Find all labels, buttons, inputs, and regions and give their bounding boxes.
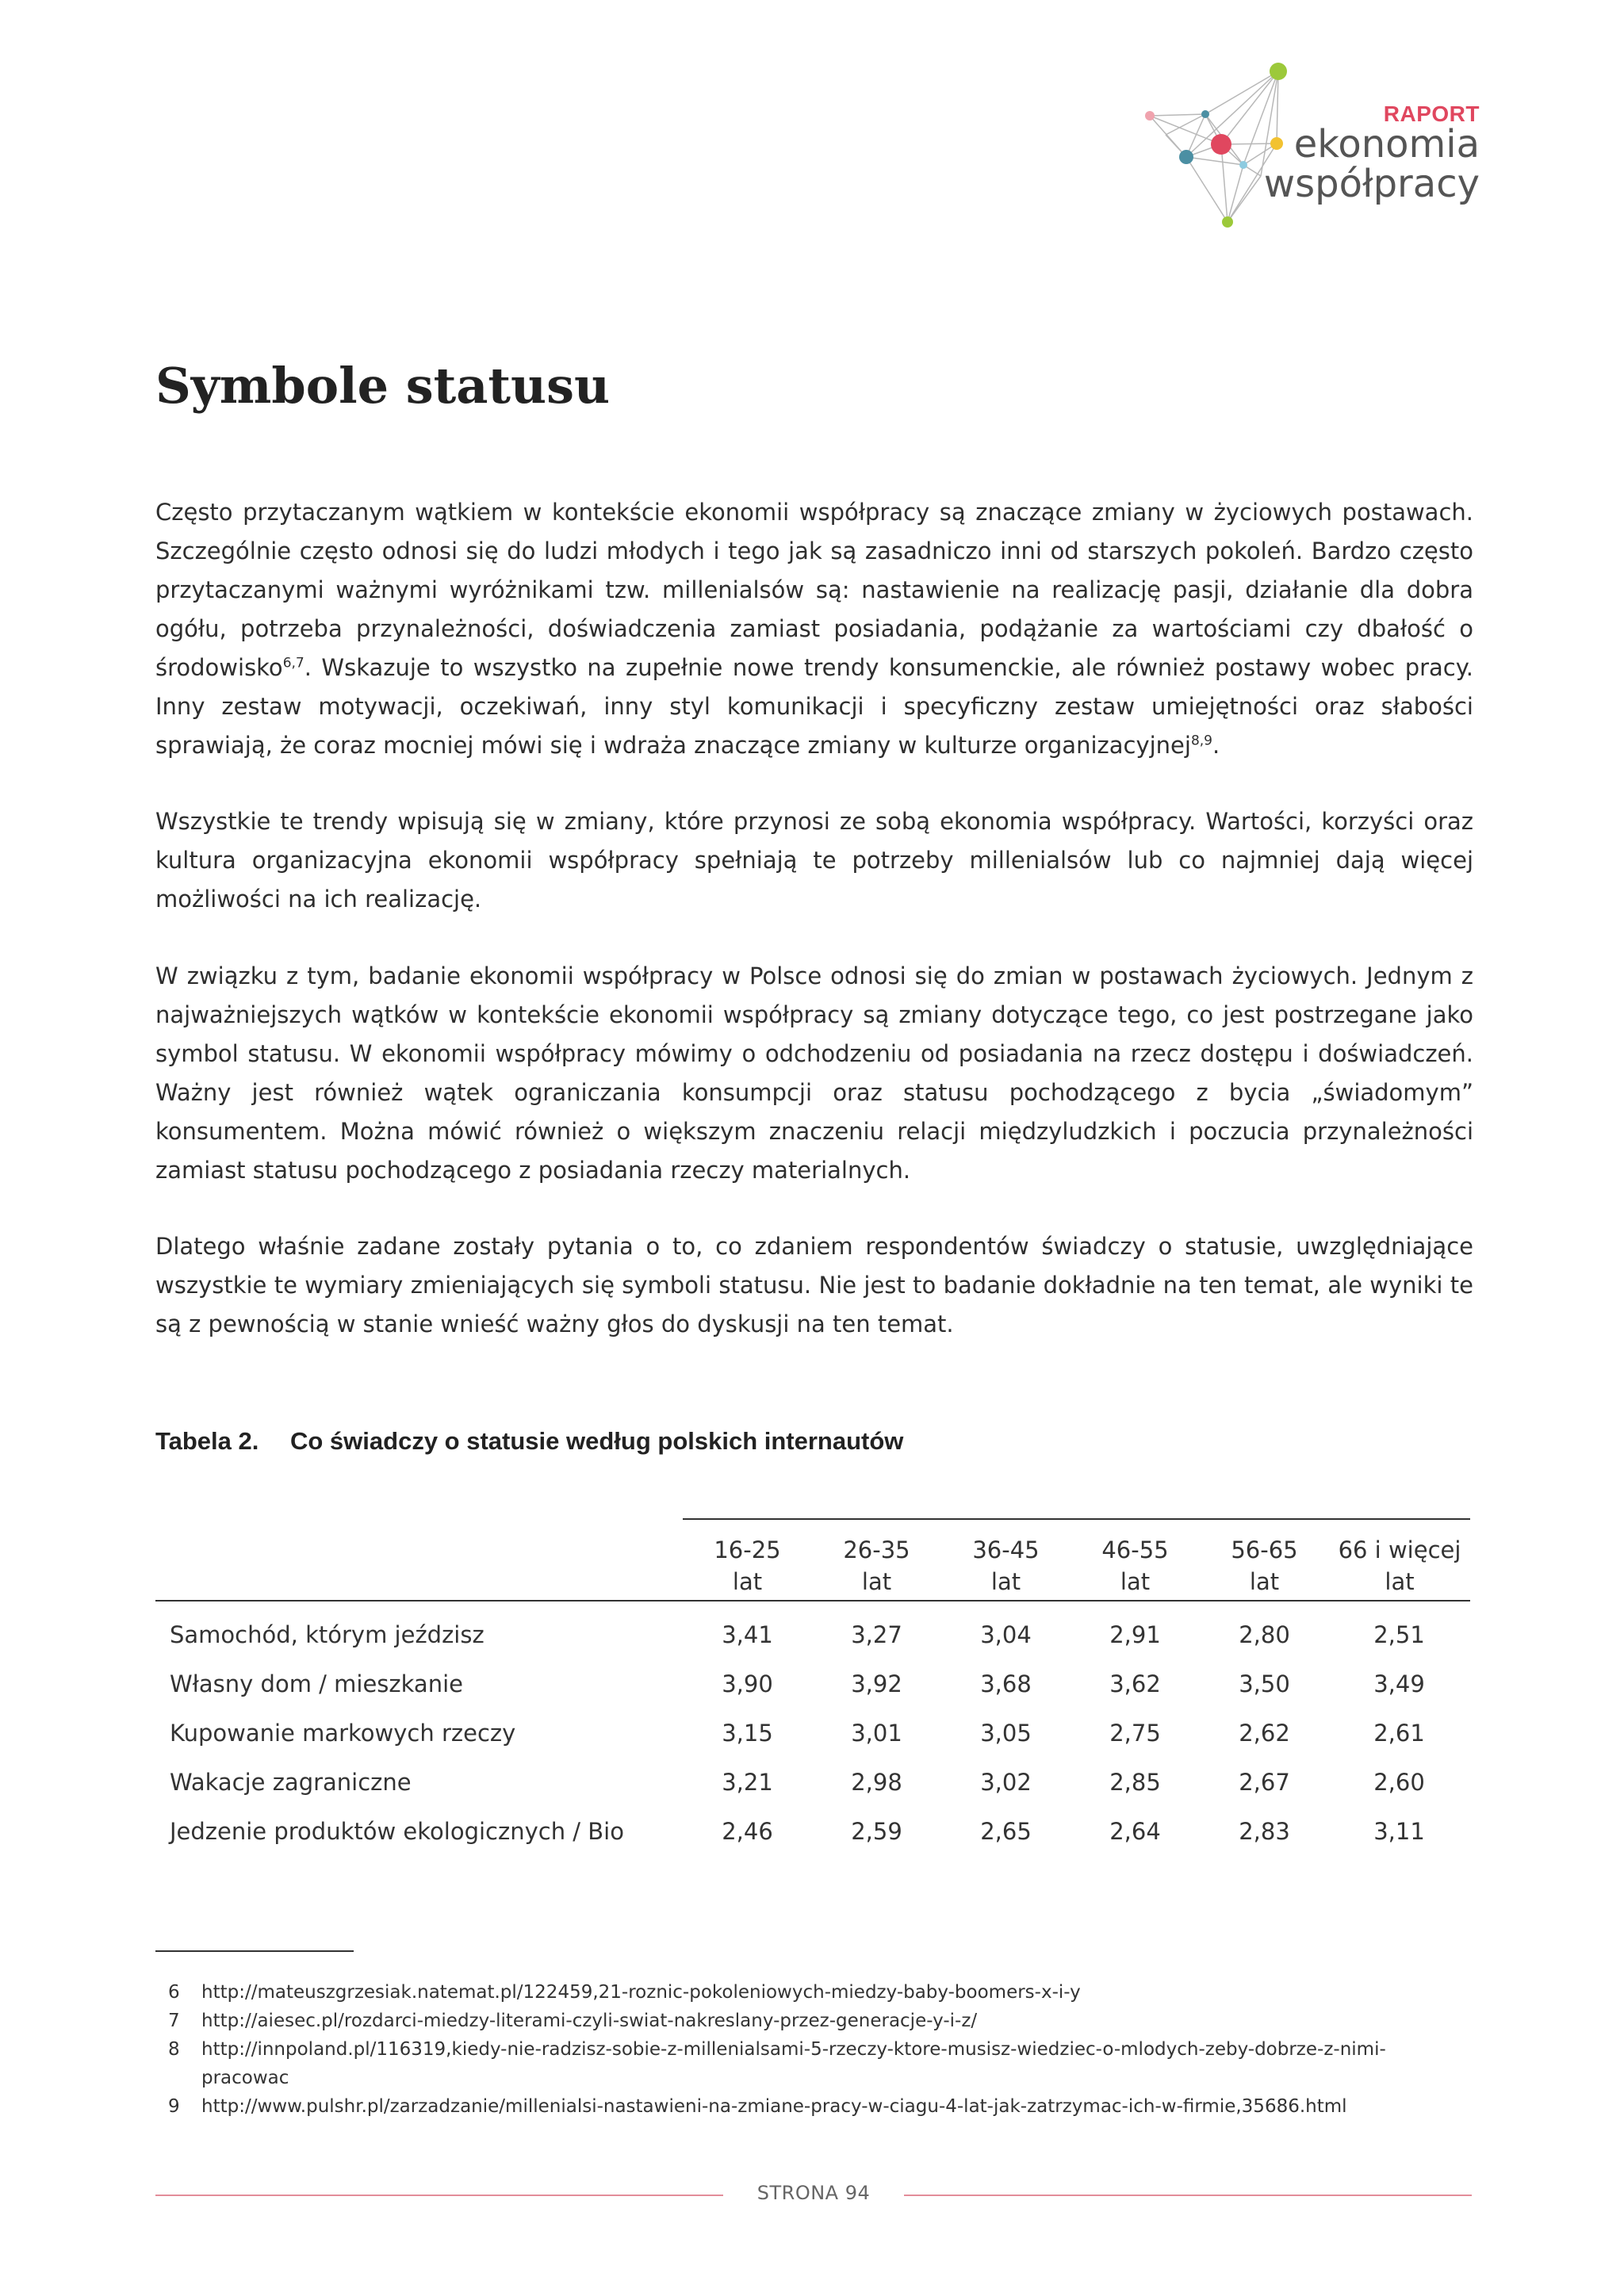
cell-value: 2,83 — [1239, 1818, 1290, 1845]
table-row — [155, 1709, 1470, 1758]
page-number: STRONA 94 — [756, 2182, 871, 2204]
column-header-line1: 36-45 — [972, 1536, 1040, 1563]
cell-value: 2,62 — [1239, 1720, 1290, 1747]
column-header-line2: lat — [1120, 1568, 1151, 1595]
footnote-link[interactable]: http://aiesec.pl/rozdarci-miedzy-literami-czyli-swiat-nakreslany-przez-generacje-y-i-z/ — [201, 2011, 978, 2031]
logo-title-line1: ekonomia — [1293, 122, 1480, 166]
cell-value: 2,91 — [1109, 1621, 1161, 1648]
column-header-line1: 56-65 — [1231, 1536, 1298, 1563]
column-header-46-55 — [1071, 1534, 1200, 1598]
cell-value: 3,01 — [851, 1720, 902, 1747]
column-header-line1: 46-55 — [1101, 1536, 1169, 1563]
cell-value: 3,92 — [851, 1670, 902, 1697]
cell-value: 2,46 — [722, 1818, 773, 1845]
section-title: Symbole statusu — [155, 357, 611, 415]
report-logo — [1134, 55, 1483, 230]
footnote-6 — [155, 1978, 1473, 2007]
footnote-link[interactable]: http://mateuszgrzesiak.natemat.pl/122459,21-roznic-pokoleniowych-miedzy-baby-boomers-x-i-y — [201, 1982, 1081, 2003]
footnote-number: 9 — [168, 2096, 180, 2117]
table-caption — [155, 1427, 903, 1456]
cell-value: 3,02 — [980, 1769, 1032, 1796]
paragraph-1-part-1: Często przytaczanym wątkiem w kontekście ekonomii współpracy są znaczące zmiany w życiowych postawach. Szczególnie często odnosi się do ludzi młodych i tego jak są zasadniczo inni od starszych pokoleń. Bardzo często przytaczanymi ważnymi wyróżnikami tzw. millenialsów są: nastawienie na realizację pasji, działanie dla dobra ogółu, potrzeba przynależności, doświadczenia zamiast posiadania, podążanie za wartościami czy dbałość o środowisko — [155, 499, 1473, 681]
logo-title-line2: współpracy — [1263, 162, 1480, 206]
cell-value: 2,80 — [1239, 1621, 1290, 1648]
column-header-line2: lat — [990, 1568, 1021, 1595]
cell-value: 3,68 — [980, 1670, 1032, 1697]
paragraph-2: Wszystkie te trendy wpisują się w zmiany, które przynosi ze sobą ekonomia współpracy. Wartości, korzyści oraz kultura organizacyjna ekonomii współpracy spełniają te potrzeby millenialsów lub co najmniej dają więcej możliwości na ich realizację. — [155, 808, 1473, 913]
table-row — [155, 1758, 1470, 1807]
row-label: Wakacje zagraniczne — [170, 1769, 412, 1796]
row-label: Jedzenie produktów ekologicznych / Bio — [170, 1818, 624, 1845]
column-header-line1: 66 i więcej — [1338, 1536, 1461, 1563]
table-row — [155, 1659, 1470, 1709]
paragraph-1-part-2: . Wskazuje to wszystko na zupełnie nowe trendy konsumenckie, ale również postawy wobec pracy. Inny zestaw motywacji, oczekiwań, inny styl komunikacji i specyficzny zestaw umiejętności oraz słabości sprawiają, że coraz mocniej mówi się i wdraża znaczące zmiany w kulturze organizacyjnej — [155, 654, 1473, 759]
cell-value: 2,65 — [980, 1818, 1032, 1845]
footnote-9 — [155, 2092, 1473, 2121]
footnote-link[interactable]: http://www.pulshr.pl/zarzadzanie/millenialsi-nastawieni-na-zmiane-pracy-w-ciagu-4-lat-jak-zatrzymac-ich-w-firmie,35686.html — [201, 2096, 1347, 2117]
table-title: Co świadczy o statusie według polskich internautów — [290, 1427, 904, 1455]
row-label: Samochód, którym jeździsz — [170, 1621, 485, 1648]
column-header-line2: lat — [1249, 1568, 1280, 1595]
footer-rule-left — [155, 2195, 723, 2196]
footnote-8 — [155, 2035, 1473, 2092]
footnote-separator — [155, 1950, 354, 1952]
footnote-ref-8-9: 8,9 — [1190, 733, 1212, 749]
table-row — [155, 1807, 1470, 1856]
column-header-16-25 — [683, 1534, 812, 1598]
column-header-56-65 — [1200, 1534, 1329, 1598]
cell-value: 3,27 — [851, 1621, 902, 1648]
cell-value: 3,11 — [1373, 1818, 1425, 1845]
paragraph-3: W związku z tym, badanie ekonomii współpracy w Polsce odnosi się do zmian w postawach życiowych. Jednym z najważniejszych wątków w kontekście ekonomii współpracy są zmiany dotyczące tego, co jest postrzegane jako symbol statusu. W ekonomii współpracy mówimy o odchodzeniu od posiadania na rzecz dostępu i doświadczeń. Ważny jest również wątek ograniczania konsumpcji oraz statusu pochodzącego z bycia „świadomym” konsumentem. Można mówić również o większym znaczeniu relacji międzyludzkich i poczucia przynależności zamiast statusu pochodzącego z posiadania rzeczy materialnych. — [155, 962, 1473, 1184]
column-header-line2: lat — [861, 1568, 892, 1595]
column-header-26-35 — [812, 1534, 941, 1598]
cell-value: 2,61 — [1373, 1720, 1425, 1747]
logo-raport-label: RAPORT — [1383, 101, 1480, 126]
table-row — [155, 1610, 1470, 1659]
footnote-ref-6-7: 6,7 — [282, 655, 304, 672]
row-label: Kupowanie markowych rzeczy — [170, 1720, 516, 1747]
table-header-rule — [155, 1600, 1470, 1601]
column-header-line2: lat — [732, 1568, 763, 1595]
cell-value: 3,50 — [1239, 1670, 1290, 1697]
cell-value: 3,05 — [980, 1720, 1032, 1747]
table-number: Tabela 2. — [155, 1427, 259, 1455]
column-header-line1: 16-25 — [714, 1536, 781, 1563]
cell-value: 2,67 — [1239, 1769, 1290, 1796]
column-header-line1: 26-35 — [843, 1536, 910, 1563]
cell-value: 2,85 — [1109, 1769, 1161, 1796]
cell-value: 2,98 — [851, 1769, 902, 1796]
footnote-number: 6 — [168, 1982, 180, 2003]
cell-value: 3,04 — [980, 1621, 1032, 1648]
cell-value: 3,90 — [722, 1670, 773, 1697]
paragraph-1 — [155, 493, 1473, 765]
cell-value: 2,59 — [851, 1818, 902, 1845]
cell-value: 2,60 — [1373, 1769, 1425, 1796]
cell-value: 3,62 — [1109, 1670, 1161, 1697]
table-top-rule — [683, 1518, 1470, 1520]
cell-value: 2,64 — [1109, 1818, 1161, 1845]
footnote-number: 7 — [168, 2011, 180, 2031]
cell-value: 3,49 — [1373, 1670, 1425, 1697]
cell-value: 3,15 — [722, 1720, 773, 1747]
footnote-7 — [155, 2007, 1473, 2035]
cell-value: 2,75 — [1109, 1720, 1161, 1747]
cell-value: 2,51 — [1373, 1621, 1425, 1648]
cell-value: 3,21 — [722, 1769, 773, 1796]
paragraph-1-part-3: . — [1212, 732, 1220, 759]
footnotes — [155, 1978, 1473, 2121]
cell-value: 3,41 — [722, 1621, 773, 1648]
footnote-number: 8 — [168, 2039, 180, 2060]
column-header-line2: lat — [1385, 1568, 1415, 1595]
footnote-link[interactable]: http://innpoland.pl/116319,kiedy-nie-radzisz-sobie-z-millenialsami-5-rzeczy-ktore-musisz-wiedziec-o-mlodych-zeby-dobrze-z-nimi-pracowac — [201, 2039, 1386, 2088]
column-header-66-plus — [1329, 1534, 1470, 1598]
footer-rule-right — [904, 2195, 1472, 2196]
column-header-36-45 — [941, 1534, 1071, 1598]
row-label: Własny dom / mieszkanie — [170, 1670, 463, 1697]
paragraph-4: Dlatego właśnie zadane zostały pytania o to, co zdaniem respondentów świadczy o statusie, uwzględniające wszystkie te wymiary zmieniających się symboli statusu. Nie jest to badanie dokładnie na ten temat, ale wyniki te są z pewnością w stanie wnieść ważny głos do dyskusji na ten temat. — [155, 1233, 1473, 1337]
